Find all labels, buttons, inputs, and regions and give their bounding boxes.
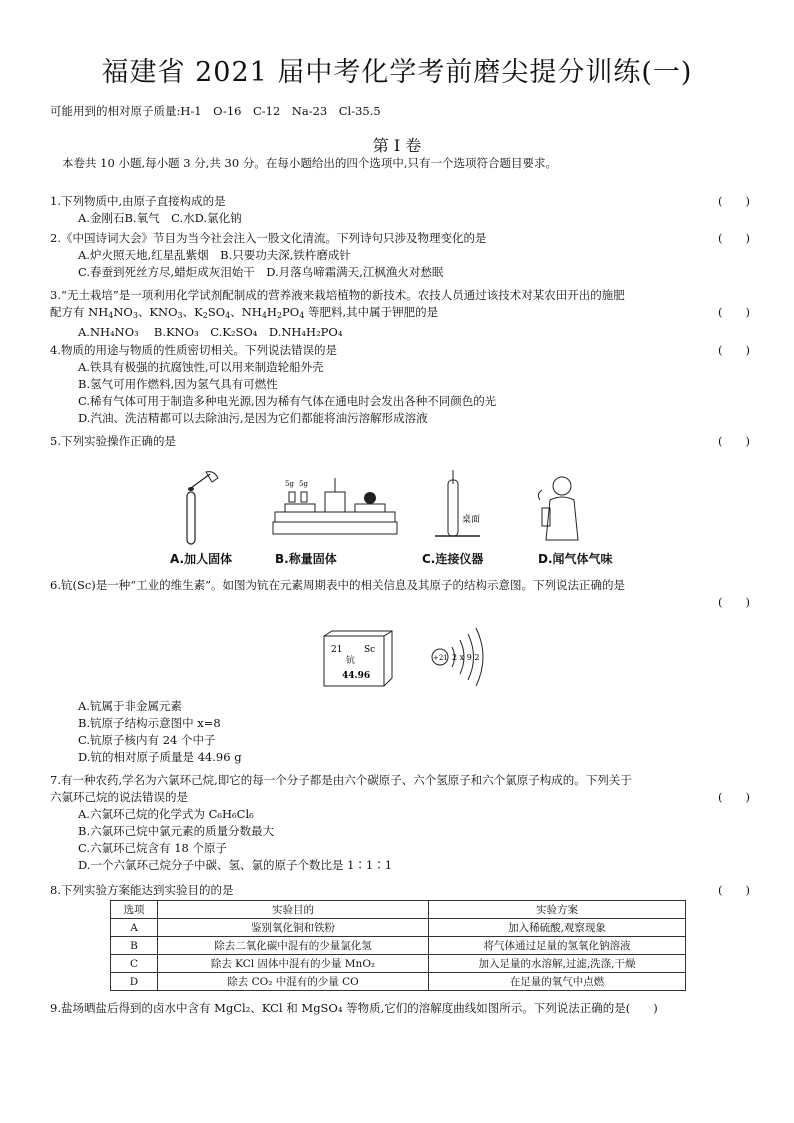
question-3: [50, 287, 750, 341]
table-cell: A: [111, 919, 158, 937]
table-cell: 除去 CO₂ 中混有的少量 CO: [158, 973, 429, 991]
question-stem: 4.物质的用途与物质的性质密切相关。下列说法错误的是: [50, 343, 337, 357]
option-a: A.六氯环己烷的化学式为 C₆H₆Cl₆: [78, 807, 254, 821]
option-a: A.钪属于非金属元素: [78, 699, 182, 713]
weight-label: 5g: [285, 480, 294, 488]
question-stem: 9.盐场晒盐后得到的卤水中含有 MgCl₂、KCl 和 MgSO₄ 等物质,它们的溶解度曲线如图所示。下列说法正确的是( ): [50, 1001, 658, 1015]
option-c: C.钪原子核内有 24 个中子: [78, 733, 216, 747]
table-row: [111, 973, 686, 991]
atomic-structure-diagram: [428, 622, 498, 692]
answer-paren: ( ): [718, 305, 750, 319]
option-b: B.六氯环己烷中氯元素的质量分数最大: [78, 824, 275, 838]
section-heading: 第 I 卷: [372, 136, 422, 155]
shell-electrons: 2 x 9 2: [452, 653, 480, 662]
atomic-mass: 44.96: [342, 671, 371, 681]
question-stem: 2.《中国诗词大会》节目为当今社会注入一股文化清流。下列诗句只涉及物理变化的是: [50, 231, 487, 245]
question-stem: 六氯环己烷的说法错误的是: [50, 790, 188, 804]
table-cell: B: [111, 937, 158, 955]
table-cell: 加入足量的水溶解,过滤,洗涤,干燥: [429, 955, 686, 973]
figure-caption-c: C.连接仪器: [422, 552, 484, 566]
option-b: B.钪原子结构示意图中 x=8: [78, 716, 221, 730]
answer-paren: ( ): [718, 343, 750, 357]
balance-figure: [265, 470, 405, 550]
question-stem: 1.下列物质中,由原子直接构成的是: [50, 194, 226, 208]
section-intro: 本卷共 10 小题,每小题 3 分,共 30 分。在每小题给出的四个选项中,只有一个选项符合题目要求。: [62, 156, 557, 170]
table-cell: 将气体通过足量的氢氧化钠溶液: [429, 937, 686, 955]
table-row: [111, 937, 686, 955]
table-cell: 加入稀硫酸,观察现象: [429, 919, 686, 937]
option-c: C.六氯环己烷含有 18 个原子: [78, 841, 227, 855]
element-symbol: Sc: [364, 645, 376, 655]
question-1: [50, 193, 750, 227]
table-cell: 除去二氧化碳中混有的少量氯化氢: [158, 937, 429, 955]
question-stem-formulas: 配方有 $NH_4NO_3$、$KNO_3$、$K_2SO_4$、$NH_4H_2PO_4$ 等肥料,其中属于钾肥的是: [50, 305, 439, 320]
option-b: B.氢气可用作燃料,因为氢气具有可燃性: [78, 377, 278, 391]
table-header: 实验目的: [158, 901, 429, 919]
weight-label: 5g: [299, 480, 308, 488]
question-8: [50, 882, 750, 899]
question-6: [50, 577, 750, 611]
table-header: 实验方案: [429, 901, 686, 919]
relative-atomic-mass: 可能用到的相对原子质量:H-1 O-16 C-12 Na-23 Cl-35.5: [50, 104, 381, 118]
question-options: A.炉火照天地,红星乱紫烟 B.只要功夫深,铁杵磨成针: [78, 248, 351, 262]
table-cell: 鉴别氧化铜和铁粉: [158, 919, 429, 937]
question-options: A.NH₄NO₃ B.KNO₃ C.K₂SO₄ D.NH₄H₂PO₄: [78, 325, 343, 339]
answer-paren: ( ): [718, 883, 750, 897]
table-row: [111, 919, 686, 937]
table-cell: 在足量的氧气中点燃: [429, 973, 686, 991]
periodic-table-cell: [322, 630, 394, 688]
question-5: [50, 433, 750, 450]
apparatus-figure: [430, 470, 490, 550]
question-7: [50, 772, 750, 874]
question-stem: 3.“无土栽培”是一项利用化学试剂配制成的营养液来栽培植物的新技术。农技人员通过该技术对某农田开出的施肥: [50, 288, 625, 302]
table-cell: D: [111, 973, 158, 991]
option-d: D.一个六氯环己烷分子中碳、氢、氯的原子个数比是 1∶1∶1: [78, 858, 393, 872]
desk-label: 桌面: [462, 515, 481, 525]
table-header-row: [111, 901, 686, 919]
question-2: [50, 230, 750, 281]
option-a: A.铁具有极强的抗腐蚀性,可以用来制造轮船外壳: [78, 360, 324, 374]
table-header: 选项: [111, 901, 158, 919]
table-cell: C: [111, 955, 158, 973]
answer-paren: ( ): [718, 790, 750, 804]
option-d: D.汽油、洗洁精都可以去除油污,是因为它们都能将油污溶解形成溶液: [78, 411, 428, 425]
nucleus-charge: +21: [433, 654, 448, 662]
option-d: D.钪的相对原子质量是 44.96 g: [78, 750, 242, 764]
answer-paren: ( ): [718, 194, 750, 208]
question-options: C.春蚕到死丝方尽,蜡炬成灰泪始干 D.月落乌啼霜满天,江枫渔火对愁眠: [78, 265, 444, 279]
smell-figure: [530, 470, 590, 550]
atomic-number: 21: [331, 645, 343, 655]
experiment-table: [110, 900, 686, 991]
test-tube-figure: [170, 470, 230, 550]
answer-paren: ( ): [718, 595, 750, 609]
page-title: 福建省 2021 届中考化学考前磨尖提分训练(一): [101, 57, 693, 88]
figure-caption-b: B.称量固体: [275, 552, 337, 566]
figure-caption-a: A.加人固体: [170, 552, 233, 566]
question-stem: 8.下列实验方案能达到实验目的的是: [50, 883, 234, 897]
table-row: [111, 955, 686, 973]
question-options: A.金刚石B.氧气 C.水D.氯化钠: [78, 211, 242, 225]
option-c: C.稀有气体可用于制造多种电光源,因为稀有气体在通电时会发出各种不同颜色的光: [78, 394, 497, 408]
figure-caption-d: D.闻气体气味: [538, 552, 613, 566]
element-name: 钪: [346, 656, 356, 666]
table-cell: 除去 KCl 固体中混有的少量 MnO₂: [158, 955, 429, 973]
question-stem: 5.下列实验操作正确的是: [50, 434, 176, 448]
q5-figures: [160, 470, 613, 570]
question-9: [50, 1000, 750, 1017]
question-4: [50, 342, 750, 427]
question-stem: 6.钪(Sc)是一种“工业的维生素”。如图为钪在元素周期表中的相关信息及其原子的结构示意图。下列说法正确的是: [50, 578, 626, 592]
answer-paren: ( ): [718, 434, 750, 448]
answer-paren: ( ): [718, 231, 750, 245]
question-6-options: [50, 698, 750, 766]
question-stem: 7.有一种农药,学名为六氯环己烷,即它的每一个分子都是由六个碳原子、六个氢原子和六个氯原子构成的。下列关于: [50, 773, 632, 787]
